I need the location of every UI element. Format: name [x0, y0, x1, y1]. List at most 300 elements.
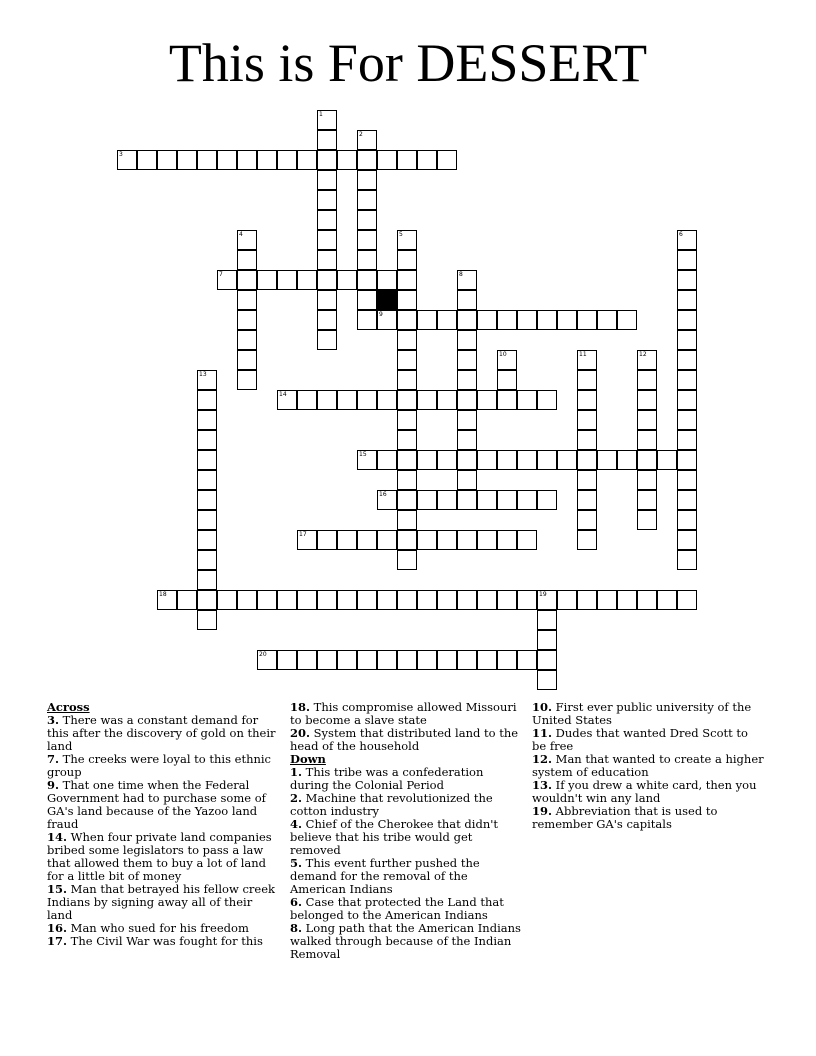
grid-cell[interactable]: [397, 270, 417, 290]
grid-cell[interactable]: [477, 390, 497, 410]
grid-cell[interactable]: [457, 330, 477, 350]
grid-cell[interactable]: [317, 150, 337, 170]
grid-cell[interactable]: [157, 150, 177, 170]
grid-cell[interactable]: [397, 290, 417, 310]
grid-cell[interactable]: [577, 490, 597, 510]
grid-cell[interactable]: [597, 450, 617, 470]
grid-cell[interactable]: [397, 510, 417, 530]
down-clue: [532, 805, 764, 831]
grid-cell[interactable]: [537, 590, 557, 610]
grid-cell[interactable]: [237, 310, 257, 330]
grid-cell[interactable]: [417, 490, 437, 510]
grid-cell[interactable]: [197, 610, 217, 630]
grid-cell[interactable]: [477, 590, 497, 610]
grid-cell[interactable]: [457, 530, 477, 550]
grid-cell[interactable]: [357, 290, 377, 310]
grid-cell[interactable]: [397, 330, 417, 350]
across-clue: [47, 779, 279, 831]
grid-cell[interactable]: [517, 590, 537, 610]
grid-cell[interactable]: [377, 270, 397, 290]
grid-cell[interactable]: [677, 530, 697, 550]
grid-cell[interactable]: [477, 310, 497, 330]
grid-cell[interactable]: [397, 650, 417, 670]
grid-cell[interactable]: [317, 230, 337, 250]
grid-cell[interactable]: [357, 230, 377, 250]
down-clue: [290, 896, 524, 922]
grid-cell[interactable]: [197, 370, 217, 390]
grid-cell[interactable]: [277, 390, 297, 410]
grid-cell[interactable]: [677, 330, 697, 350]
clue-number: 4: [239, 231, 243, 238]
grid-cell[interactable]: [317, 310, 337, 330]
grid-cell[interactable]: [657, 450, 677, 470]
grid-cell[interactable]: [457, 590, 477, 610]
grid-cell[interactable]: [537, 630, 557, 650]
across-clue: [290, 701, 524, 727]
clue-number: 12: [639, 351, 647, 358]
grid-cell[interactable]: [317, 250, 337, 270]
clue-text: Abbreviation that is used to remember GA's capitals: [532, 804, 718, 831]
grid-cell[interactable]: [337, 590, 357, 610]
down-clue: [290, 818, 524, 857]
grid-cell[interactable]: [477, 450, 497, 470]
grid-cell[interactable]: [357, 170, 377, 190]
grid-cell[interactable]: [497, 390, 517, 410]
grid-cell[interactable]: [497, 490, 517, 510]
grid-cell[interactable]: [397, 390, 417, 410]
grid-cell[interactable]: [417, 530, 437, 550]
grid-cell[interactable]: [457, 290, 477, 310]
grid-cell[interactable]: [197, 410, 217, 430]
grid-cell[interactable]: [577, 410, 597, 430]
grid-cell[interactable]: [537, 610, 557, 630]
clue-number: 11.: [532, 726, 553, 740]
grid-cell[interactable]: [397, 410, 417, 430]
grid-cell[interactable]: [637, 350, 657, 370]
grid-cell[interactable]: [317, 210, 337, 230]
clue-text: This compromise allowed Missouri to become a slave state: [290, 700, 517, 727]
grid-cell[interactable]: [677, 410, 697, 430]
grid-cell[interactable]: [457, 370, 477, 390]
clue-number: 19.: [532, 804, 553, 818]
grid-cell[interactable]: [397, 250, 417, 270]
grid-cell[interactable]: [397, 430, 417, 450]
grid-cell[interactable]: [317, 190, 337, 210]
grid-cell[interactable]: [637, 410, 657, 430]
grid-cell[interactable]: [277, 150, 297, 170]
grid-cell[interactable]: [197, 470, 217, 490]
grid-cell[interactable]: [297, 150, 317, 170]
grid-cell[interactable]: [237, 350, 257, 370]
down-clue: [290, 922, 524, 961]
grid-cell[interactable]: [237, 270, 257, 290]
grid-cell[interactable]: [197, 590, 217, 610]
grid-cell[interactable]: [177, 590, 197, 610]
grid-cell[interactable]: [317, 650, 337, 670]
clue-text: The Civil War was fought for this: [67, 934, 263, 948]
grid-cell[interactable]: [577, 590, 597, 610]
grid-cell[interactable]: [377, 530, 397, 550]
grid-cell[interactable]: [597, 590, 617, 610]
clue-number: 5.: [290, 856, 303, 870]
grid-cell[interactable]: [457, 390, 477, 410]
grid-cell[interactable]: [237, 230, 257, 250]
grid-cell[interactable]: [377, 390, 397, 410]
grid-cell[interactable]: [677, 590, 697, 610]
down-clue: [532, 779, 764, 805]
down-clue-list-continued: [532, 701, 764, 831]
grid-cell[interactable]: [457, 650, 477, 670]
clue-text: This tribe was a confederation during the Colonial Period: [290, 765, 484, 792]
down-clue: [532, 727, 764, 753]
grid-cell[interactable]: [357, 270, 377, 290]
grid-cell[interactable]: [297, 590, 317, 610]
grid-cell[interactable]: [577, 530, 597, 550]
clue-text: This event further pushed the demand for the removal of the American Indians: [290, 856, 480, 896]
grid-cell[interactable]: [497, 590, 517, 610]
clue-number: 18: [159, 591, 167, 598]
clue-number: 13.: [532, 778, 553, 792]
clue-number: 14: [279, 391, 287, 398]
clue-text: When four private land companies bribed some legislators to pass a law that allowed them to buy a lot of land for a little bit of money: [47, 830, 272, 883]
grid-cell[interactable]: [577, 510, 597, 530]
grid-cell[interactable]: [437, 310, 457, 330]
grid-cell[interactable]: [417, 650, 437, 670]
grid-cell[interactable]: [457, 350, 477, 370]
grid-cell[interactable]: [677, 350, 697, 370]
grid-cell[interactable]: [477, 650, 497, 670]
clue-text: Machine that revolutionized the cotton industry: [290, 791, 493, 818]
grid-cell[interactable]: [237, 250, 257, 270]
grid-cell[interactable]: [357, 530, 377, 550]
grid-cell[interactable]: [317, 330, 337, 350]
grid-cell[interactable]: [317, 110, 337, 130]
grid-cell[interactable]: [537, 310, 557, 330]
grid-cell[interactable]: [197, 390, 217, 410]
grid-cell[interactable]: [417, 450, 437, 470]
grid-cell[interactable]: [197, 430, 217, 450]
down-heading: Down: [290, 752, 326, 766]
clue-text: Long path that the American Indians walked through because of the Indian Removal: [290, 921, 521, 961]
grid-cell[interactable]: [317, 170, 337, 190]
grid-cell[interactable]: [237, 590, 257, 610]
down-clue: [290, 857, 524, 896]
grid-cell[interactable]: [397, 350, 417, 370]
grid-cell[interactable]: [677, 390, 697, 410]
grid-cell[interactable]: [277, 650, 297, 670]
grid-cell[interactable]: [397, 490, 417, 510]
grid-cell[interactable]: [377, 590, 397, 610]
grid-cell[interactable]: [197, 530, 217, 550]
grid-cell[interactable]: [397, 470, 417, 490]
clue-text: Dudes that wanted Dred Scott to be free: [532, 726, 748, 753]
across-clue: [47, 831, 279, 883]
grid-cell[interactable]: [357, 150, 377, 170]
grid-cell[interactable]: [677, 510, 697, 530]
grid-cell[interactable]: [217, 150, 237, 170]
grid-cell[interactable]: [637, 450, 657, 470]
across-clue: [47, 935, 279, 948]
grid-cell[interactable]: [257, 650, 277, 670]
grid-cell[interactable]: [397, 370, 417, 390]
grid-cell[interactable]: [197, 490, 217, 510]
grid-cell[interactable]: [137, 150, 157, 170]
clue-column-2: [290, 701, 524, 961]
clue-text: Case that protected the Land that belonged to the American Indians: [290, 895, 504, 922]
grid-cell[interactable]: [577, 390, 597, 410]
grid-cell[interactable]: [317, 590, 337, 610]
grid-cell[interactable]: [457, 430, 477, 450]
grid-cell[interactable]: [457, 410, 477, 430]
grid-cell[interactable]: [557, 590, 577, 610]
grid-cell[interactable]: [237, 370, 257, 390]
clue-text: Man that wanted to create a higher system of education: [532, 752, 764, 779]
grid-cell[interactable]: [457, 310, 477, 330]
grid-cell[interactable]: [317, 530, 337, 550]
grid-cell[interactable]: [617, 450, 637, 470]
grid-cell[interactable]: [517, 530, 537, 550]
grid-cell[interactable]: [517, 390, 537, 410]
grid-cell[interactable]: [517, 310, 537, 330]
grid-cell[interactable]: [537, 450, 557, 470]
clue-column-1: [47, 701, 279, 948]
grid-cell[interactable]: [317, 130, 337, 150]
clue-number: 2.: [290, 791, 303, 805]
clue-number: 10.: [532, 700, 553, 714]
grid-cell[interactable]: [237, 150, 257, 170]
across-clue-list: [47, 714, 279, 948]
clue-text: That one time when the Federal Government had to purchase some of GA's land because of the Yazoo land fraud: [47, 778, 266, 831]
down-clue: [290, 792, 524, 818]
grid-cell[interactable]: [297, 530, 317, 550]
clue-number: 7.: [47, 752, 60, 766]
grid-cell[interactable]: [197, 510, 217, 530]
grid-cell[interactable]: [337, 270, 357, 290]
grid-cell[interactable]: [497, 370, 517, 390]
grid-cell[interactable]: [377, 450, 397, 470]
clue-number: 5: [399, 231, 403, 238]
clue-number: 6: [679, 231, 683, 238]
grid-cell[interactable]: [217, 270, 237, 290]
grid-cell[interactable]: [457, 470, 477, 490]
grid-cell[interactable]: [117, 150, 137, 170]
grid-cell[interactable]: [577, 350, 597, 370]
grid-cell[interactable]: [437, 390, 457, 410]
grid-cell[interactable]: [557, 450, 577, 470]
grid-cell[interactable]: [677, 310, 697, 330]
grid-cell[interactable]: [417, 310, 437, 330]
clue-number: 14.: [47, 830, 68, 844]
grid-cell[interactable]: [397, 310, 417, 330]
grid-cell[interactable]: [457, 450, 477, 470]
grid-cell[interactable]: [357, 250, 377, 270]
grid-cell[interactable]: [357, 130, 377, 150]
grid-cell[interactable]: [657, 590, 677, 610]
grid-cell[interactable]: [437, 490, 457, 510]
grid-cell[interactable]: [297, 650, 317, 670]
grid-cell[interactable]: [337, 530, 357, 550]
grid-cell[interactable]: [497, 450, 517, 470]
clue-column-3: [532, 701, 764, 831]
grid-cell[interactable]: [477, 530, 497, 550]
grid-cell[interactable]: [397, 230, 417, 250]
grid-cell[interactable]: [197, 550, 217, 570]
across-clue: [47, 883, 279, 922]
clue-number: 17: [299, 531, 307, 538]
grid-cell[interactable]: [357, 450, 377, 470]
grid-cell[interactable]: [537, 670, 557, 690]
clue-number: 9.: [47, 778, 60, 792]
clue-text: Man who sued for his freedom: [67, 921, 249, 935]
grid-cell[interactable]: [557, 310, 577, 330]
grid-cell[interactable]: [537, 650, 557, 670]
grid-cell[interactable]: [317, 290, 337, 310]
grid-cell[interactable]: [397, 590, 417, 610]
grid-cell[interactable]: [677, 430, 697, 450]
grid-cell[interactable]: [377, 150, 397, 170]
grid-cell[interactable]: [257, 270, 277, 290]
clue-text: There was a constant demand for this after the discovery of gold on their land: [47, 713, 276, 753]
across-heading: Across: [47, 700, 90, 714]
grid-cell[interactable]: [357, 210, 377, 230]
grid-cell[interactable]: [357, 650, 377, 670]
grid-cell[interactable]: [637, 430, 657, 450]
grid-cell[interactable]: [497, 650, 517, 670]
grid-cell[interactable]: [437, 150, 457, 170]
grid-cell[interactable]: [677, 230, 697, 250]
grid-cell[interactable]: [397, 550, 417, 570]
clue-number: 20.: [290, 726, 311, 740]
grid-cell[interactable]: [397, 530, 417, 550]
grid-cell[interactable]: [677, 370, 697, 390]
grid-cell[interactable]: [457, 270, 477, 290]
grid-cell[interactable]: [377, 650, 397, 670]
grid-cell[interactable]: [637, 490, 657, 510]
grid-cell[interactable]: [437, 590, 457, 610]
grid-cell[interactable]: [637, 370, 657, 390]
grid-cell[interactable]: [637, 390, 657, 410]
grid-cell[interactable]: [517, 450, 537, 470]
clue-number: 8.: [290, 921, 303, 935]
grid-cell[interactable]: [637, 470, 657, 490]
grid-cell[interactable]: [437, 530, 457, 550]
across-clue: [47, 714, 279, 753]
grid-cell[interactable]: [517, 650, 537, 670]
grid-cell[interactable]: [297, 390, 317, 410]
grid-cell[interactable]: [337, 150, 357, 170]
grid-cell[interactable]: [497, 310, 517, 330]
grid-cell[interactable]: [637, 590, 657, 610]
grid-cell[interactable]: [477, 490, 497, 510]
grid-cell[interactable]: [197, 150, 217, 170]
grid-cell[interactable]: [237, 330, 257, 350]
across-clue: [290, 727, 524, 753]
grid-cell[interactable]: [297, 270, 317, 290]
grid-cell[interactable]: [417, 390, 437, 410]
grid-cell[interactable]: [277, 270, 297, 290]
grid-cell[interactable]: [397, 150, 417, 170]
grid-cell[interactable]: [677, 490, 697, 510]
grid-cell[interactable]: [537, 390, 557, 410]
grid-cell[interactable]: [377, 490, 397, 510]
grid-cell[interactable]: [577, 370, 597, 390]
clue-number: 9: [379, 311, 383, 318]
grid-cell[interactable]: [317, 270, 337, 290]
grid-cell[interactable]: [417, 150, 437, 170]
grid-cell[interactable]: [237, 290, 257, 310]
grid-cell[interactable]: [317, 390, 337, 410]
grid-cell[interactable]: [617, 310, 637, 330]
grid-cell[interactable]: [257, 590, 277, 610]
clue-text: The creeks were loyal to this ethnic group: [47, 752, 272, 779]
clue-number: 2: [359, 131, 363, 138]
grid-cell[interactable]: [677, 550, 697, 570]
grid-cell[interactable]: [577, 450, 597, 470]
clue-number: 11: [579, 351, 587, 358]
grid-cell[interactable]: [357, 310, 377, 330]
grid-cell[interactable]: [437, 650, 457, 670]
grid-cell[interactable]: [677, 290, 697, 310]
clue-text: First ever public university of the United States: [532, 700, 752, 727]
grid-cell[interactable]: [497, 530, 517, 550]
grid-cell[interactable]: [617, 590, 637, 610]
grid-cell[interactable]: [677, 450, 697, 470]
grid-cell[interactable]: [357, 590, 377, 610]
grid-cell[interactable]: [417, 590, 437, 610]
grid-cell[interactable]: [677, 250, 697, 270]
page-title: This is For DESSERT: [168, 33, 648, 93]
grid-cell[interactable]: [177, 150, 197, 170]
grid-cell[interactable]: [677, 270, 697, 290]
grid-cell[interactable]: [357, 390, 377, 410]
clue-number: 4.: [290, 817, 303, 831]
grid-cell[interactable]: [437, 450, 457, 470]
grid-cell[interactable]: [277, 590, 297, 610]
grid-cell[interactable]: [377, 310, 397, 330]
grid-cell[interactable]: [457, 490, 477, 510]
grid-cell[interactable]: [257, 150, 277, 170]
grid-cell[interactable]: [497, 350, 517, 370]
grid-cell[interactable]: [397, 450, 417, 470]
grid-cell[interactable]: [537, 490, 557, 510]
grid-cell[interactable]: [597, 310, 617, 330]
clue-number: 17.: [47, 934, 68, 948]
grid-cell[interactable]: [577, 470, 597, 490]
grid-cell[interactable]: [577, 430, 597, 450]
grid-cell[interactable]: [637, 510, 657, 530]
clue-text: Man that betrayed his fellow creek Indians by signing away all of their land: [47, 882, 275, 922]
clue-text: If you drew a white card, then you wouldn't win any land: [532, 778, 757, 805]
clue-number: 7: [219, 271, 223, 278]
grid-cell[interactable]: [577, 310, 597, 330]
grid-cell[interactable]: [517, 490, 537, 510]
clue-number: 16: [379, 491, 387, 498]
grid-cell[interactable]: [337, 390, 357, 410]
clue-number: 12.: [532, 752, 553, 766]
grid-cell[interactable]: [217, 590, 237, 610]
across-clue: [47, 753, 279, 779]
clue-number: 20: [259, 651, 267, 658]
grid-cell[interactable]: [197, 450, 217, 470]
clue-number: 13: [199, 371, 207, 378]
grid-cell[interactable]: [357, 190, 377, 210]
grid-cell[interactable]: [677, 470, 697, 490]
down-clue: [290, 766, 524, 792]
down-clue-list: [290, 766, 524, 961]
grid-cell[interactable]: [337, 650, 357, 670]
grid-cell[interactable]: [157, 590, 177, 610]
grid-cell[interactable]: [197, 570, 217, 590]
